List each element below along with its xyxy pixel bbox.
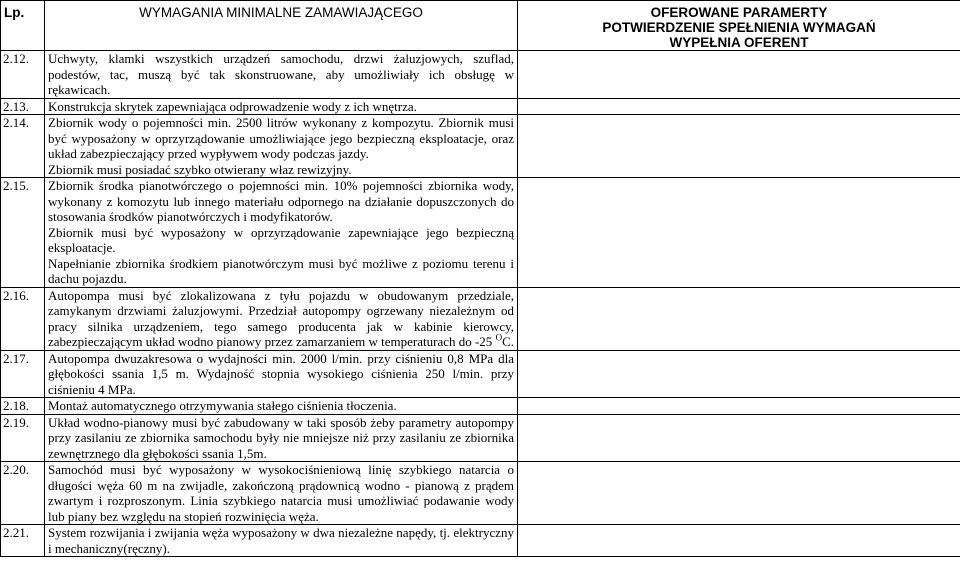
offered-parameters-cell[interactable] xyxy=(518,350,960,398)
row-number: 2.17. xyxy=(1,350,45,398)
degree-superscript: O xyxy=(495,332,503,343)
requirement-text xyxy=(45,115,518,178)
row-number: 2.19. xyxy=(1,414,45,462)
table-row xyxy=(1,287,960,350)
requirement-text xyxy=(45,51,518,99)
row-number: 2.13. xyxy=(1,98,45,115)
offered-parameters-cell[interactable] xyxy=(518,115,960,178)
requirement-text xyxy=(45,398,518,415)
table-row xyxy=(1,398,960,415)
column-header-lp: Lp. xyxy=(1,1,45,51)
requirement-text xyxy=(45,287,518,350)
table-row xyxy=(1,350,960,398)
table-row xyxy=(1,525,960,557)
requirement-text xyxy=(45,98,518,115)
offered-parameters-cell[interactable] xyxy=(518,398,960,415)
row-number: 2.16. xyxy=(1,287,45,350)
requirement-paragraph: Samochód musi być wyposażony w wysokociśnieniową linię szybkiego natarcia o długości węża 60 m na zwijadle, zakończoną prądownicą wodno - pianową z prądem zwartym i rozproszonym. Linia szybkiego natarcia musi umożliwiać podawanie wody lub piany bez względu na stopień rozwinięcia węża. xyxy=(48,462,514,524)
requirement-text xyxy=(45,350,518,398)
offered-parameters-cell[interactable] xyxy=(518,462,960,525)
requirement-paragraph: Autopompa musi być zlokalizowana z tyłu pojazdu w obudowanym przedziale, zamykanym drzwiami żaluzjowymi. Przedział autopompy ogrzewany niezależnym od pracy silnika urządzeniem, tego samego producenta jak w kabinie kierowcy, zabezpieczającym układ wodno pianowy przez zamarzaniem w temperaturach do -25 xyxy=(48,287,514,349)
requirement-paragraph: Konstrukcja skrytek zapewniająca odprowadzenie wody z ich wnętrza. xyxy=(48,98,417,114)
row-number: 2.14. xyxy=(1,115,45,178)
requirement-paragraph: Zbiornik wody o pojemności min. 2500 litrów wykonany z kompozytu. Zbiornik musi być wyposażony w oprzyrządowanie umożliwiające jego bezpieczną eksploatacje, oraz układ zabezpieczający przed wypływem wody podczas jazdy. xyxy=(48,115,514,161)
requirement-paragraph: Montaż automatycznego otrzymywania stałego ciśnienia tłoczenia. xyxy=(48,398,397,413)
row-number: 2.12. xyxy=(1,51,45,99)
row-number: 2.18. xyxy=(1,398,45,415)
requirement-text xyxy=(45,414,518,462)
requirement-paragraph: Autopompa dwuzakresowa o wydajności min. 2000 l/min. przy ciśnieniu 0,8 MPa dla głębokości ssania 1,5 m. Wydajność stopnia wysokiego ciśnienia 250 l/min. przy ciśnieniu 4 MPa. xyxy=(48,350,514,397)
table-row xyxy=(1,98,960,115)
table-row xyxy=(1,115,960,178)
requirement-paragraph: Układ wodno-pianowy musi być zabudowany w taki sposób żeby parametry autopompy przy zasilaniu ze zbiornika samochodu były nie mniejsze niż przy zasilaniu ze zbiornika zewnętrznego dla głębokości ssania 1,5m. xyxy=(48,414,514,461)
requirement-paragraph: Zbiornik musi być wyposażony w oprzyrządowanie zapewniające jego bezpieczną eksploatacje. xyxy=(48,224,514,255)
offered-parameters-cell[interactable] xyxy=(518,98,960,115)
requirement-paragraph: Zbiornik musi posiadać szybko otwierany właz rewizyjny. xyxy=(48,161,352,177)
offered-parameters-cell[interactable] xyxy=(518,525,960,557)
row-number: 2.15. xyxy=(1,178,45,288)
row-number: 2.21. xyxy=(1,525,45,557)
row-number: 2.20. xyxy=(1,462,45,525)
table-header-row xyxy=(1,1,960,51)
offered-header-line-1: OFEROWANE PARAMERTY xyxy=(650,5,828,20)
column-header-offered-parameters xyxy=(518,1,960,51)
column-header-requirements: WYMAGANIA MINIMALNE ZAMAWIAJĄCEGO xyxy=(45,1,518,51)
offered-parameters-cell[interactable] xyxy=(518,51,960,99)
offered-parameters-cell[interactable] xyxy=(518,178,960,288)
offered-parameters-cell[interactable] xyxy=(518,287,960,350)
requirement-paragraph: Zbiornik środka pianotwórczego o pojemności min. 10% pojemności zbiornika wody, wykonany z komozytu lub innego materiału odpornego na działanie dopuszczonych do stosowania środków pianotwórczych i modyfikatorów. xyxy=(48,178,514,224)
requirement-paragraph: Napełnianie zbiornika środkiem pianotwórczym musi być możliwe z poziomu terenu i dachu pojazdu. xyxy=(48,255,514,286)
requirement-text xyxy=(45,462,518,525)
table-row xyxy=(1,414,960,462)
table-row xyxy=(1,178,960,288)
unit-suffix: C. xyxy=(502,334,514,349)
requirement-text xyxy=(45,178,518,288)
requirement-paragraph: Uchwyty, klamki wszystkich urządzeń samochodu, drzwi żaluzjowych, szuflad, podestów, tac, muszą być tak skonstruowane, aby umożliwiały ich obsługę w rękawicach. xyxy=(48,51,514,97)
table-row xyxy=(1,51,960,99)
requirement-text xyxy=(45,525,518,557)
offered-header-line-2: POTWIERDZENIE SPEŁNIENIA WYMAGAŃ xyxy=(602,20,876,35)
offered-parameters-cell[interactable] xyxy=(518,414,960,462)
table-row xyxy=(1,462,960,525)
requirement-paragraph: System rozwijania i zwijania węża wyposażony w dwa niezależne napędy, tj. elektryczny i mechaniczny(ręczny). xyxy=(48,525,514,556)
offered-header-line-3: WYPEŁNIA OFERENT xyxy=(669,35,809,50)
table-body xyxy=(1,51,960,557)
